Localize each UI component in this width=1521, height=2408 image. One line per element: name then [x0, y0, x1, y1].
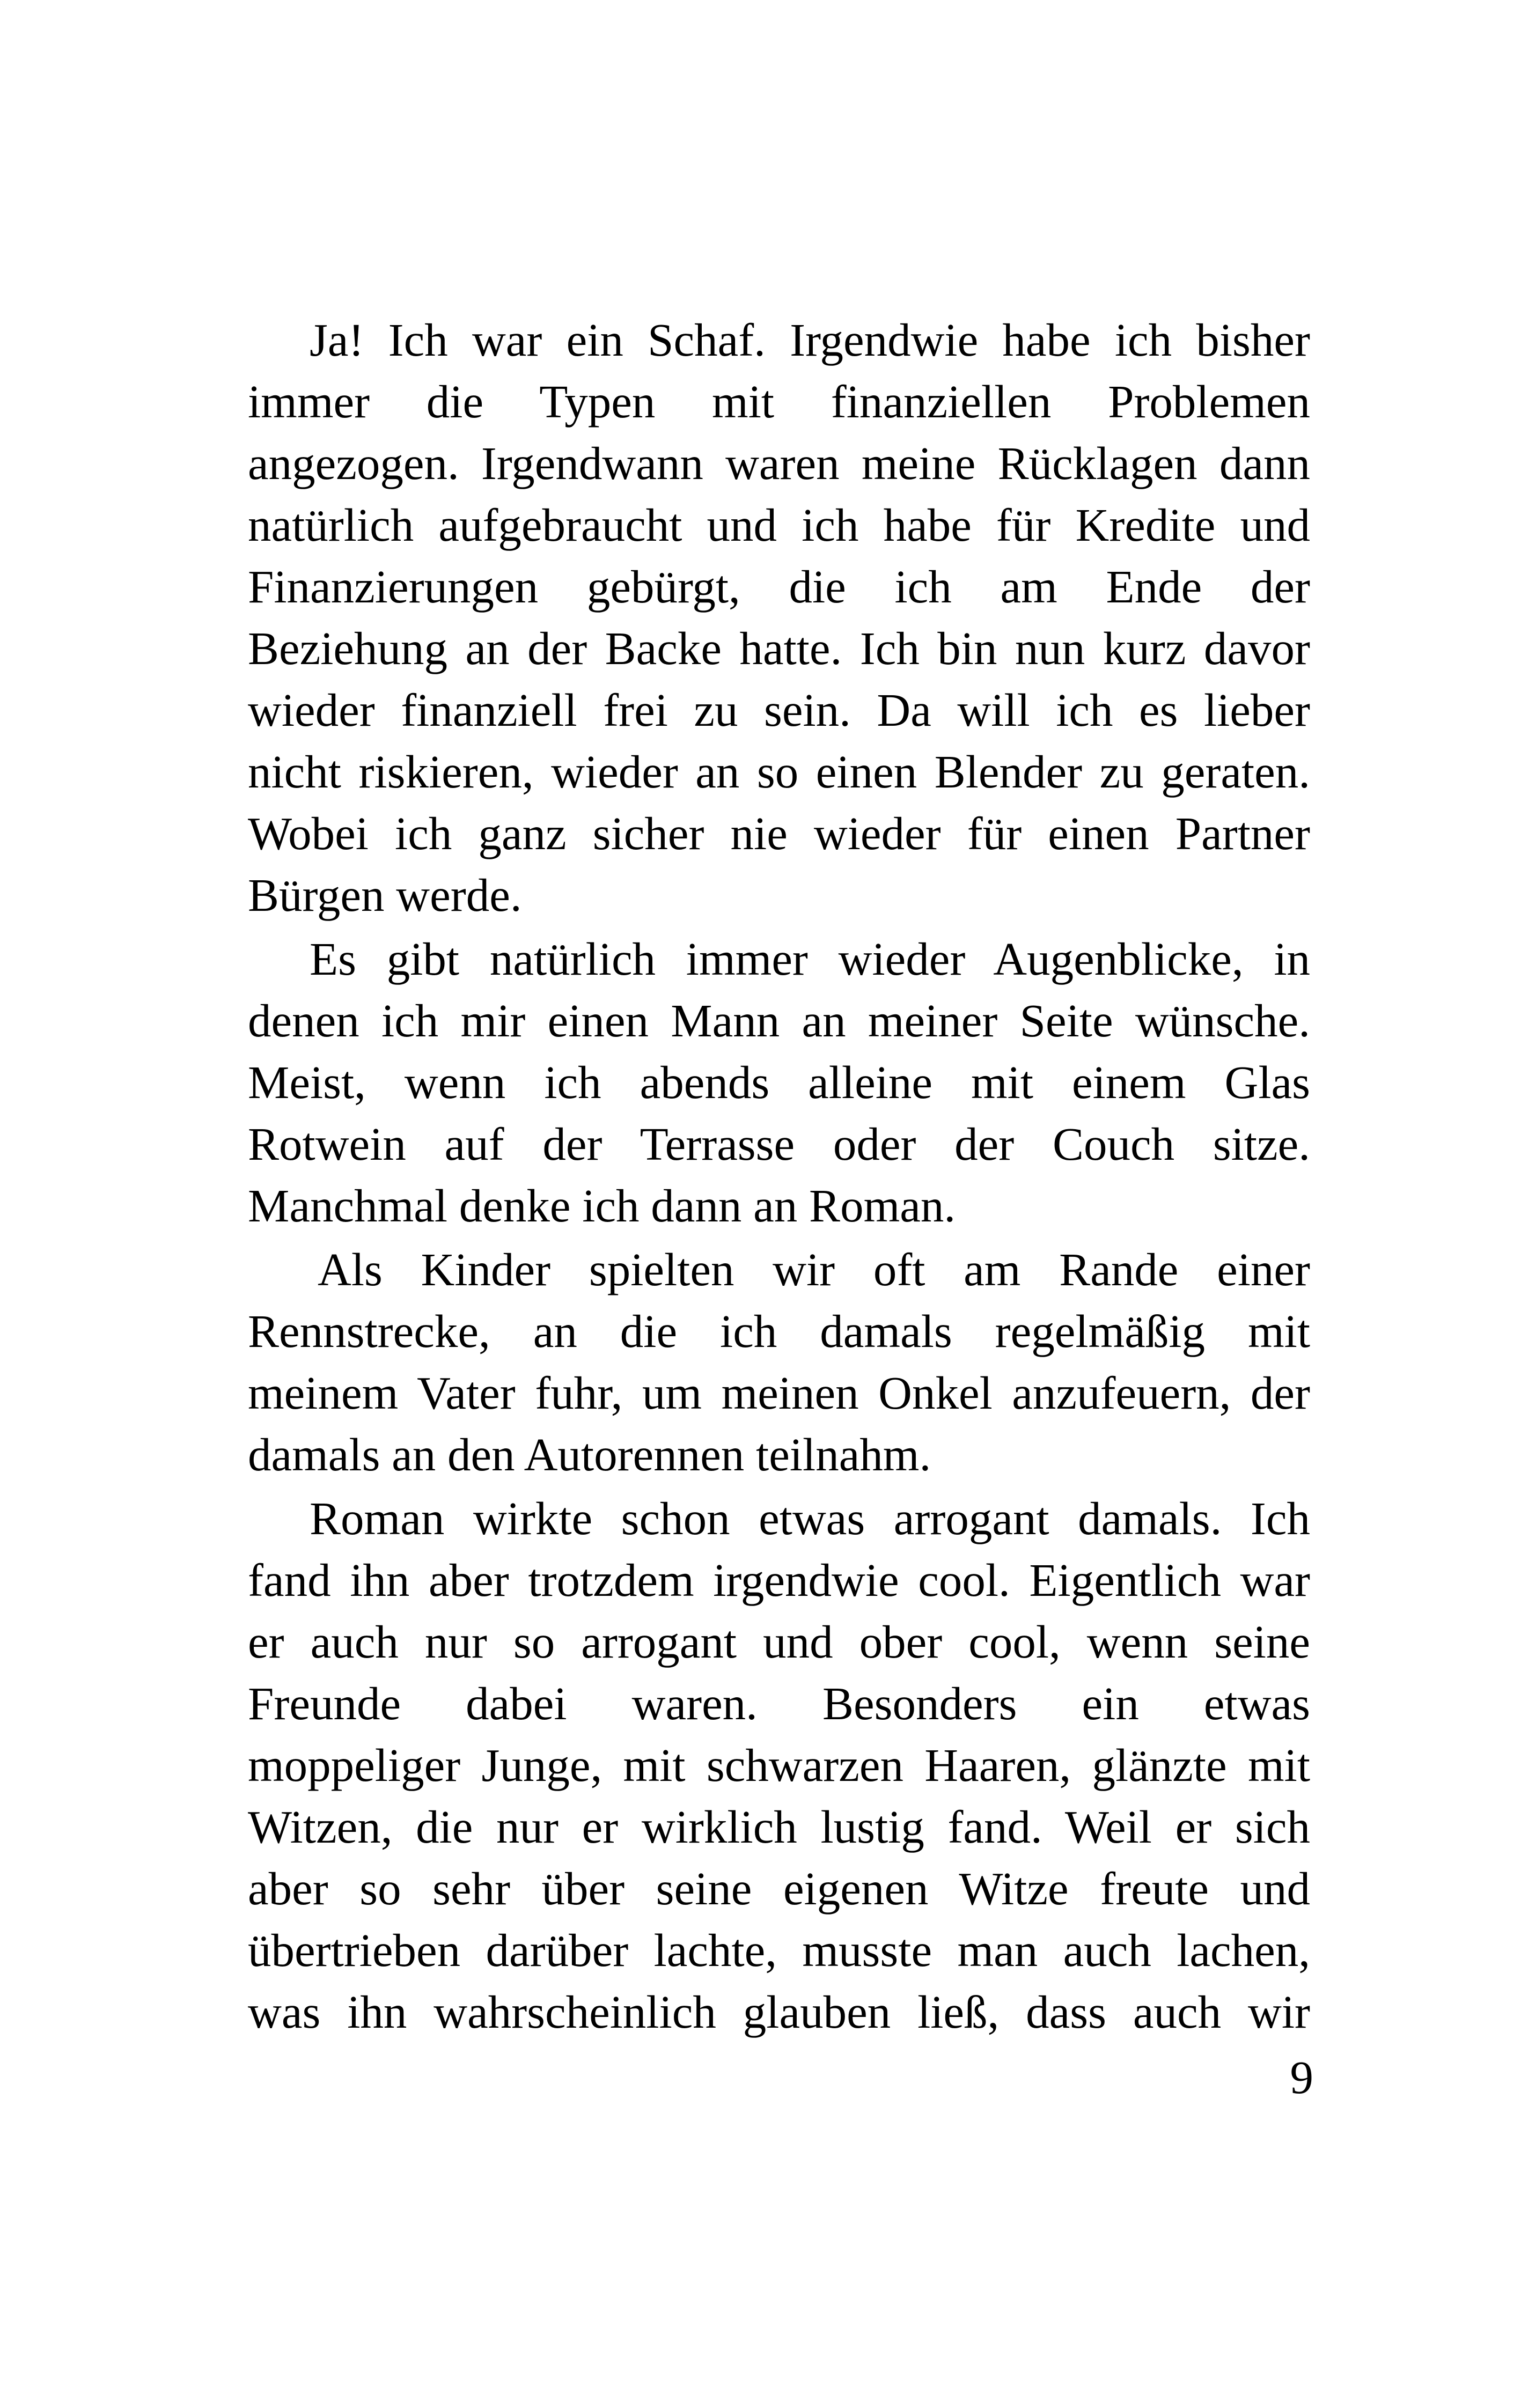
text-line: Manchmal denke ich dann an Roman.: [248, 1180, 956, 1232]
text-line: meinem Vater fuhr, um meinen Onkel anzufeuern, der: [248, 1367, 1310, 1419]
text-line: Als Kinder spielten wir oft am Rande einer: [318, 1243, 1310, 1295]
page-number: 9: [1290, 2051, 1313, 2103]
text-line: Roman wirkte schon etwas arrogant damals. Ich: [310, 1492, 1310, 1544]
text-line: Witzen, die nur er wirklich lustig fand. Weil er sich: [248, 1801, 1310, 1853]
text-line: wieder finanziell frei zu sein. Da will ich es lieber: [248, 684, 1310, 736]
text-line: aber so sehr über seine eigenen Witze freute und: [248, 1862, 1310, 1914]
text-line: angezogen. Irgendwann waren meine Rücklagen dann: [248, 437, 1310, 489]
text-line: fand ihn aber trotzdem irgendwie cool. Eigentlich war: [248, 1554, 1310, 1606]
text-line: Ja! Ich war ein Schaf. Irgendwie habe ich bisher: [310, 314, 1310, 366]
text-line: Rotwein auf der Terrasse oder der Couch sitze.: [248, 1118, 1310, 1170]
text-line: Freunde dabei waren. Besonders ein etwas: [248, 1677, 1310, 1729]
text-line: er auch nur so arrogant und ober cool, wenn seine: [248, 1616, 1310, 1668]
paragraph: [248, 309, 1310, 926]
text-line: damals an den Autorennen teilnahm.: [248, 1428, 931, 1481]
text-line: übertrieben darüber lachte, musste man auch lachen,: [248, 1924, 1310, 1976]
text-line: Es gibt natürlich immer wieder Augenblicke, in: [310, 933, 1310, 985]
paragraph: [248, 928, 1310, 1236]
body-text: [248, 309, 1310, 2045]
text-line: Finanzierungen gebürgt, die ich am Ende der: [248, 561, 1310, 613]
paragraph: [248, 1239, 1310, 1485]
text-line: denen ich mir einen Mann an meiner Seite wünsche.: [248, 995, 1310, 1047]
text-line: Meist, wenn ich abends alleine mit einem Glas: [248, 1056, 1310, 1108]
text-line: natürlich aufgebraucht und ich habe für Kredite und: [248, 499, 1310, 551]
text-line: Beziehung an der Backe hatte. Ich bin nun kurz davor: [248, 622, 1310, 674]
text-line: immer die Typen mit finanziellen Problemen: [248, 375, 1310, 428]
text-line: moppeliger Junge, mit schwarzen Haaren, glänzte mit: [248, 1739, 1310, 1791]
paragraph: [248, 1487, 1310, 2043]
text-line: was ihn wahrscheinlich glauben ließ, dass auch wir: [248, 1986, 1310, 2038]
text-line: Bürgen werde.: [248, 869, 522, 921]
text-line: nicht riskieren, wieder an so einen Blender zu geraten.: [248, 746, 1310, 798]
text-line: Wobei ich ganz sicher nie wieder für einen Partner: [248, 807, 1310, 859]
text-line: Rennstrecke, an die ich damals regelmäßig mit: [248, 1305, 1310, 1357]
